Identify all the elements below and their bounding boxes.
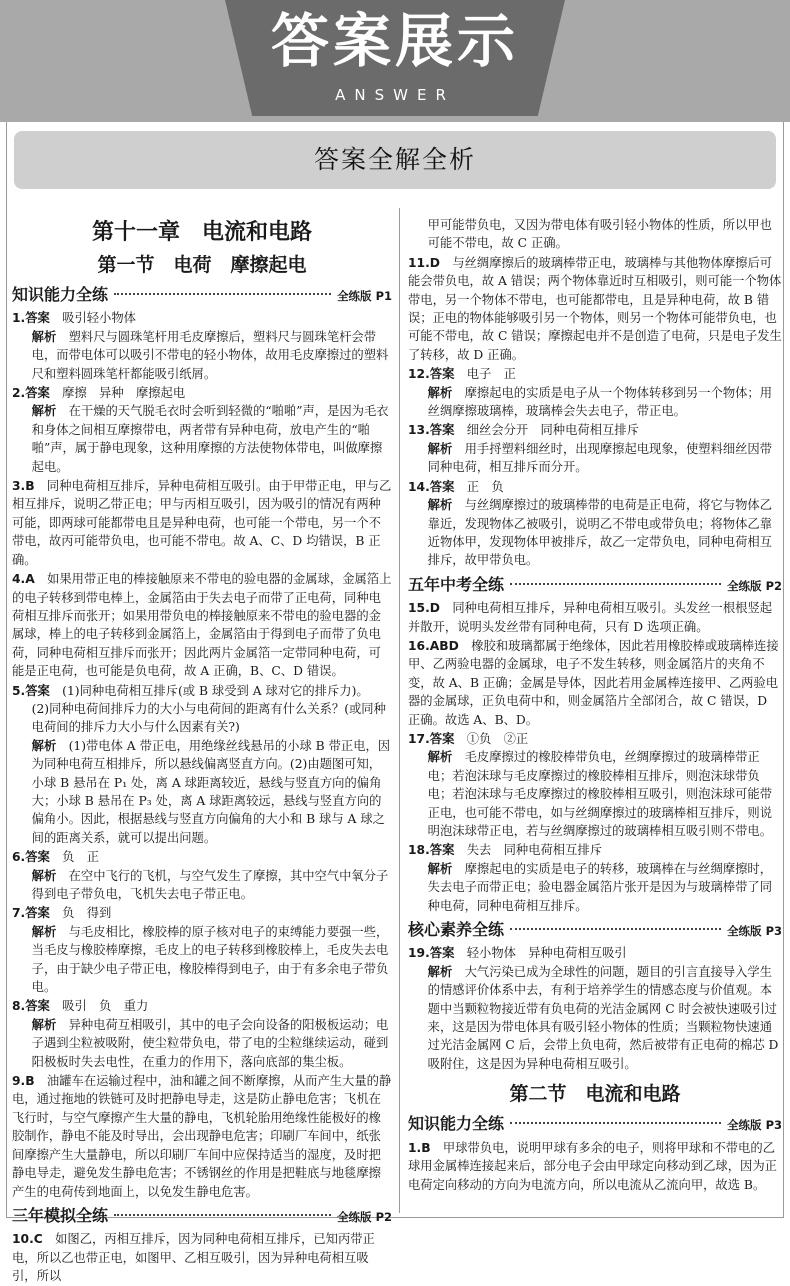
column-divider — [399, 208, 400, 1213]
leader-dots — [114, 293, 331, 295]
answer-item-14: 14.答案 正 负 解析 与丝绸摩擦过的玻璃棒带的电荷是正电荷，将它与物体乙靠近，发现物体乙被吸引，说明乙不带电或带负电；将物体乙靠近物体甲，发现物体甲被排斥，故乙一定带负电，同种电荷相互排斥，故甲带负电。 — [408, 479, 773, 568]
page-header: 答案全解全析 — [14, 131, 776, 189]
section-header-version: 全练版 P2 — [727, 578, 782, 593]
section-header-sannian — [12, 1207, 392, 1226]
answer-item-8: 8.答案 吸引 负 重力 解析 异种电荷互相吸引，其中的电子会向设备的阳极板运动；电子遇到尘粒被吸附，使尘粒带负电，带了电的尘粒继续运动，碰到阳极板时失去电性，在重力的作用下，落向底部的集尘板。 — [12, 999, 389, 1069]
leader-dots — [114, 1214, 331, 1216]
section-header-title: 三年模拟全练 — [12, 1205, 109, 1225]
leader-dots — [510, 583, 721, 585]
right-column — [408, 216, 782, 1221]
answer-item-17: 17.答案 ①负 ②正 解析 毛皮摩擦过的橡胶棒带负电，丝绸摩擦过的玻璃棒带正电；若泡沫球与毛皮摩擦过的橡胶棒相互排斥，则泡沫球带负电；若泡沫球与毛皮摩擦过的橡胶棒相互吸引，则泡沫球可能带正电，也可能不带电，如与丝绸摩擦过的玻璃棒相互排斥，则说明泡沫球带正电，若与丝绸摩擦过的玻璃棒相互吸引则不带电。 — [408, 731, 772, 838]
answer-item-10: 10.C 如图乙，丙相互排斥，因为同种电荷相互排斥，已知丙带正电，所以乙也带正电，如图甲、乙相互吸引，因为异种电荷相互吸引，所以 — [12, 1232, 375, 1284]
section-header-hexin — [408, 921, 782, 940]
answer-item-s2-1: 1.B 甲球带负电，说明甲球有多余的电子，则将甲球和不带电的乙球用金属棒连接起来后，部分电子会由甲球定向移动到乙球，因为正电荷定向移动的方向为电流方向，所以电流从乙流向甲，故选 B。 — [408, 1140, 777, 1192]
answer-item-16: 16.ABD 橡胶和玻璃都属于绝缘体，因此若用橡胶棒或玻璃棒连接甲、乙两验电器的金属球，电子不发生转移，则金属箔片的夹角不变，故 A、B 正确；金属是导体，因此若用金属棒连接甲、乙两验电器的金属球，正负电荷中和，则金属箔片全部闭合，故 C 错误，D 正确。故选 A、B、D。 — [408, 638, 779, 727]
section-header-zhishi-2 — [408, 1115, 782, 1134]
answer-item-5: 5.答案 (1)同种电荷相互排斥(或 B 球受到 A 球对它的排斥力)。 (2)同种电荷间排斥力的大小与电荷间的距离有什么关系？(或同种电荷间的排斥力大小与什么因素有关?) 解析 (1)带电体 A 带正电，用绝缘丝线悬吊的小球 B 带正电，因为同种电荷互相排斥，所以悬线偏离竖直方向。(2)由题图可知，小球 B 悬吊在 P₁ 处，离 A 球距离较近，悬线与竖直方向的偏角大；小球 B 悬吊在 P₃ 处，离 A 球距离较远，悬线与竖直方向的偏角小。因此，根据悬线与竖直方向偏角的大小和 B 球与 A 球之间的距离关系，就可以提出问题。 — [12, 683, 391, 845]
section-title-2: 第二节 电流和电路 — [509, 1083, 681, 1106]
answer-item-13: 13.答案 细丝会分开 同种电荷相互排斥 解析 用手捋塑料细丝时，出现摩擦起电现象，使塑料细丝因带同种电荷，相互排斥而分开。 — [408, 423, 773, 475]
section-header-title: 知识能力全练 — [12, 285, 109, 304]
chapter-title: 第十一章 电流和电路 — [91, 220, 312, 245]
section-header-title: 五年中考全练 — [408, 574, 505, 594]
answer-banner — [0, 0, 790, 122]
answer-item-7: 7.答案 负 得到 解析 与毛皮相比，橡胶棒的原子核对电子的束缚能力要强一些，当毛皮与橡胶棒摩擦，毛皮上的电子转移到橡胶棒上，毛皮失去电子，由于缺少电子带正电，橡胶棒得到电子，由于有多余电子带负电。 — [12, 906, 389, 995]
leader-dots — [510, 928, 721, 930]
section-header-title: 知识能力全练 — [408, 1114, 505, 1134]
leader-dots — [510, 1122, 721, 1124]
section-header-version: 全练版 P3 — [727, 924, 782, 939]
section-header-title: 核心素养全练 — [408, 920, 505, 940]
banner-subtitle: ANSWER — [335, 86, 455, 104]
answer-item-10-continued: 甲可能带负电，又因为带电体有吸引轻小物体的性质，所以甲也可能不带电，故 C 正确。 — [427, 218, 772, 251]
banner-title: 答案展示 — [270, 7, 519, 75]
section-header-zhishi — [12, 286, 392, 305]
section-header-version: 全练版 P1 — [337, 289, 392, 303]
answer-item-1: 1.答案 吸引轻小物体 解析 塑料尺与圆珠笔杆用毛皮摩擦后，塑料尺与圆珠笔杆会带电，而带电体可以吸引不带电的轻小物体，故用毛皮摩擦过的塑料尺和塑料圆珠笔杆都能吸引纸屑。 — [12, 311, 389, 381]
answer-item-12: 12.答案 电子 正 解析 摩擦起电的实质是电子从一个物体转移到另一个物体；用丝绸摩擦玻璃棒，玻璃棒会失去电子，带正电。 — [408, 367, 773, 419]
answer-item-11: 11.D 与丝绸摩擦后的玻璃棒带正电，玻璃棒与其他物体摩擦后可能会带负电，故 A 错误；两个物体靠近时互相吸引，则可能一个物体带电，另一个物体不带电，也可能都带电，且是异种电荷，故 B 错误；正电的物体能够吸引另一个物体，则另一个物体可能带负电，也可能不带电，故 C 错误；摩擦起电并不是创造了电荷，只是电子发生了转移，故 D 正确。 — [408, 255, 782, 362]
answer-item-3: 3.B 同种电荷相互排斥，异种电荷相互吸引。由于甲带正电，甲与乙相互排斥，说明乙带正电；甲与丙相互吸引，因为吸引的情况有两种可能，即两球可能都带电且是异种电荷，也可能一个带电，另一个不带电，故丙可能带负电，也可能不带电。故 A、C、D 均错误，B 正确。 — [12, 479, 392, 567]
answer-item-18: 18.答案 失去 同种电荷相互排斥 解析 摩擦起电的实质是电子的转移，玻璃棒在与丝绸摩擦时，失去电子而带正电；验电器金属箔片张开是因为与玻璃棒带了同种电荷，同种电荷相互排斥。 — [408, 843, 773, 913]
answer-item-6: 6.答案 负 正 解析 在空中飞行的飞机，与空气发生了摩擦，其中空气中氧分子得到电子带负电，飞机失去电子带正电。 — [12, 850, 389, 901]
answer-item-15: 15.D 同种电荷相互排斥，异种电荷相互吸引。头发丝一根根竖起并散开，说明头发丝带有同种电荷，只有 D 选项正确。 — [408, 601, 773, 634]
section-title: 第一节 电荷 摩擦起电 — [97, 254, 307, 276]
left-column — [12, 208, 392, 1284]
section-header-version: 全练版 P3 — [727, 1118, 782, 1133]
section-header-version: 全练版 P2 — [337, 1209, 392, 1224]
answer-item-2: 2.答案 摩擦 异种 摩擦起电 解析 在干燥的天气脱毛衣时会听到轻微的“啪啪”声，是因为毛衣和身体之间相互摩擦带电，两者带有异种电荷，放电产生的“啪啪”声，属于静电现象，这种用摩擦的方法使物体带电，叫做摩擦起电。 — [12, 386, 389, 474]
section-header-wunian — [408, 576, 782, 595]
answer-item-19: 19.答案 轻小物体 异种电荷相互吸引 解析 大气污染已成为全球性的问题，题目的引言直接导入学生的情感评价体系中去，有利于培养学生的情感态度与价值观。本题中当颗粒物接近带有负电荷的光洁金属网 C 时会被快速吸引过来，这是因为带电体具有吸引轻小物体的性质；当颗粒物快速通过光洁金属网 C 后，会带上负电荷，然后被带有正电荷的棉芯 D 吸附住，这是因为异种电荷相互吸引。 — [408, 946, 779, 1071]
answer-item-9: 9.B 油罐车在运输过程中，油和罐之间不断摩擦，从而产生大量的静电，通过拖地的铁链可及时把静电导走，这是防止静电危害；飞机在飞行时，与空气摩擦产生大量的静电，飞机轮胎用绝缘性能极好的橡胶制作，静电不能及时导出，会出现静电危害；印刷厂车间中，纸张间摩擦产生大量静电，所以印刷厂车间中应保持适当的湿度，及时把静电导走，避免发生静电危害；不锈钢丝的作用是把鞋底与地毯摩擦产生的电荷传到地面上，以免发生静电危害。 — [12, 1074, 392, 1199]
answer-item-4: 4.A 如果用带正电的棒接触原来不带电的验电器的金属球，金属箔上的电子转移到带电棒上，金属箔由于失去电子而带了正电荷，同种电荷相互排斥而张开；如果用带负电的棒接触原来不带电的验电器的金属球，棒上的电子转移到金属箔上，金属箔由于得到电子而带了负电荷，同种电荷相互排斥而张开；因此两片金属箔一定带同种电荷，可能是正电荷，也可能是负电荷，故 A 正确，B、C、D 错误。 — [12, 572, 392, 679]
